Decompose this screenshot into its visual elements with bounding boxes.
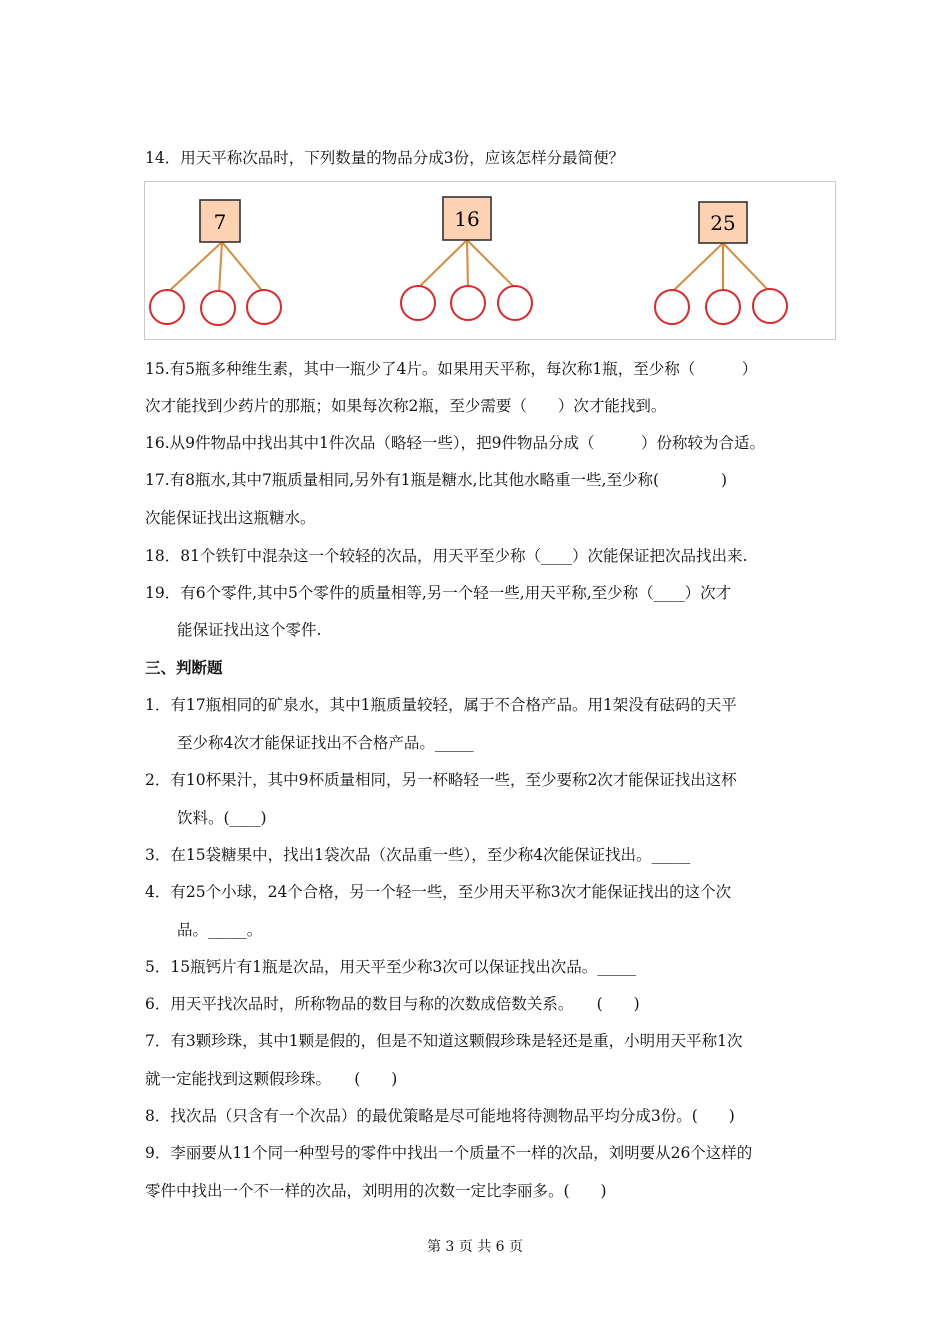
- branch-line: [467, 240, 468, 288]
- judge-7-line1: 7．有3颗珍珠，其中1颗是假的，但是不知道这颗假珍珠是轻还是重，小明用天平称1次: [145, 1032, 743, 1050]
- judge-9-line1: 9．李丽要从11个同一种型号的零件中找出一个质量不一样的次品，刘明要从26个这样的: [145, 1144, 753, 1162]
- part-circle: [401, 286, 435, 320]
- part-circle: [451, 286, 485, 320]
- branch-line: [467, 240, 515, 288]
- question-19-line2: 能保证找出这个零件.: [177, 621, 322, 639]
- question-15-line1: 15.有5瓶多种维生素，其中一瓶少了4片。如果用天平称，每次称1瓶，至少称（ ）: [145, 360, 758, 378]
- figure-box: [144, 181, 836, 340]
- section-title: 三、判断题: [145, 659, 223, 677]
- branch-line: [219, 242, 222, 293]
- tree-group-1: [150, 200, 281, 325]
- number-box-value: 7: [213, 210, 227, 234]
- judge-4-line1: 4．有25个小球，24个合格，另一个轻一些，至少用天平称3次才能保证找出的这个次: [145, 883, 732, 901]
- question-17-line2: 次能保证找出这瓶糖水。: [145, 509, 316, 527]
- judge-1-line2: 至少称4次才能保证找出不合格产品。_____: [177, 734, 474, 752]
- judge-5: 5．15瓶钙片有1瓶是次品，用天平至少称3次可以保证找出次品。_____: [145, 958, 637, 976]
- tree-group-3: [655, 202, 787, 324]
- judge-1-line1: 1．有17瓶相同的矿泉水，其中1瓶质量较轻，属于不合格产品。用1架没有砝码的天平: [145, 696, 737, 714]
- judge-2-line1: 2．有10杯果汁，其中9杯质量相同，另一杯略轻一些，至少要称2次才能保证找出这杯: [145, 771, 737, 789]
- question-14: 14．用天平称次品时，下列数量的物品分成3份，应该怎样分最简便？: [145, 149, 625, 167]
- question-15-line2: 次才能找到少药片的那瓶；如果每次称2瓶，至少需要（ ）次才能找到。: [145, 397, 667, 415]
- number-box-value: 16: [454, 207, 480, 231]
- part-circle: [655, 290, 689, 324]
- part-circle: [150, 290, 184, 324]
- judge-4-line2: 品。_____。: [177, 921, 263, 939]
- question-19-line1: 19．有6个零件,其中5个零件的质量相等,另一个轻一些,用天平称,至少称（____）次才: [145, 584, 732, 602]
- question-17-line1: 17.有8瓶水,其中7瓶质量相同,另外有1瓶是糖水,比其他水略重一些,至少称( ): [145, 471, 728, 489]
- judge-7-line2: 就一定能找到这颗假珍珠。 ( ): [145, 1070, 398, 1088]
- judge-2-line2: 饮料。(____): [177, 809, 267, 827]
- branch-line: [222, 242, 264, 293]
- part-circle: [498, 286, 532, 320]
- branch-line: [723, 243, 770, 292]
- part-circle: [201, 291, 235, 325]
- branch-line: [167, 242, 222, 293]
- number-box-value: 25: [710, 211, 736, 235]
- page-footer: 第 3 页 共 6 页: [426, 1239, 524, 1255]
- branch-line: [418, 240, 467, 288]
- judge-9-line2: 零件中找出一个不一样的次品，刘明用的次数一定比李丽多。( ): [145, 1182, 607, 1200]
- judge-3: 3．在15袋糖果中，找出1袋次品（次品重一些），至少称4次能保证找出。_____: [145, 846, 691, 864]
- tree-group-2: [401, 197, 532, 320]
- question-16: 16.从9件物品中找出其中1件次品（略轻一些），把9件物品分成（ ）份称较为合适。: [145, 434, 765, 452]
- judge-6: 6．用天平找次品时，所称物品的数目与称的次数成倍数关系。 ( ): [145, 995, 640, 1013]
- part-circle: [706, 290, 740, 324]
- question-18: 18．81个铁钉中混杂这一个较轻的次品，用天平至少称（____）次能保证把次品找出来.: [145, 547, 748, 565]
- branch-line: [672, 243, 723, 292]
- part-circle: [247, 290, 281, 324]
- division-diagram: [145, 182, 835, 339]
- part-circle: [753, 289, 787, 323]
- judge-8: 8．找次品（只含有一个次品）的最优策略是尽可能地将待测物品平均分成3份。( ): [145, 1107, 735, 1125]
